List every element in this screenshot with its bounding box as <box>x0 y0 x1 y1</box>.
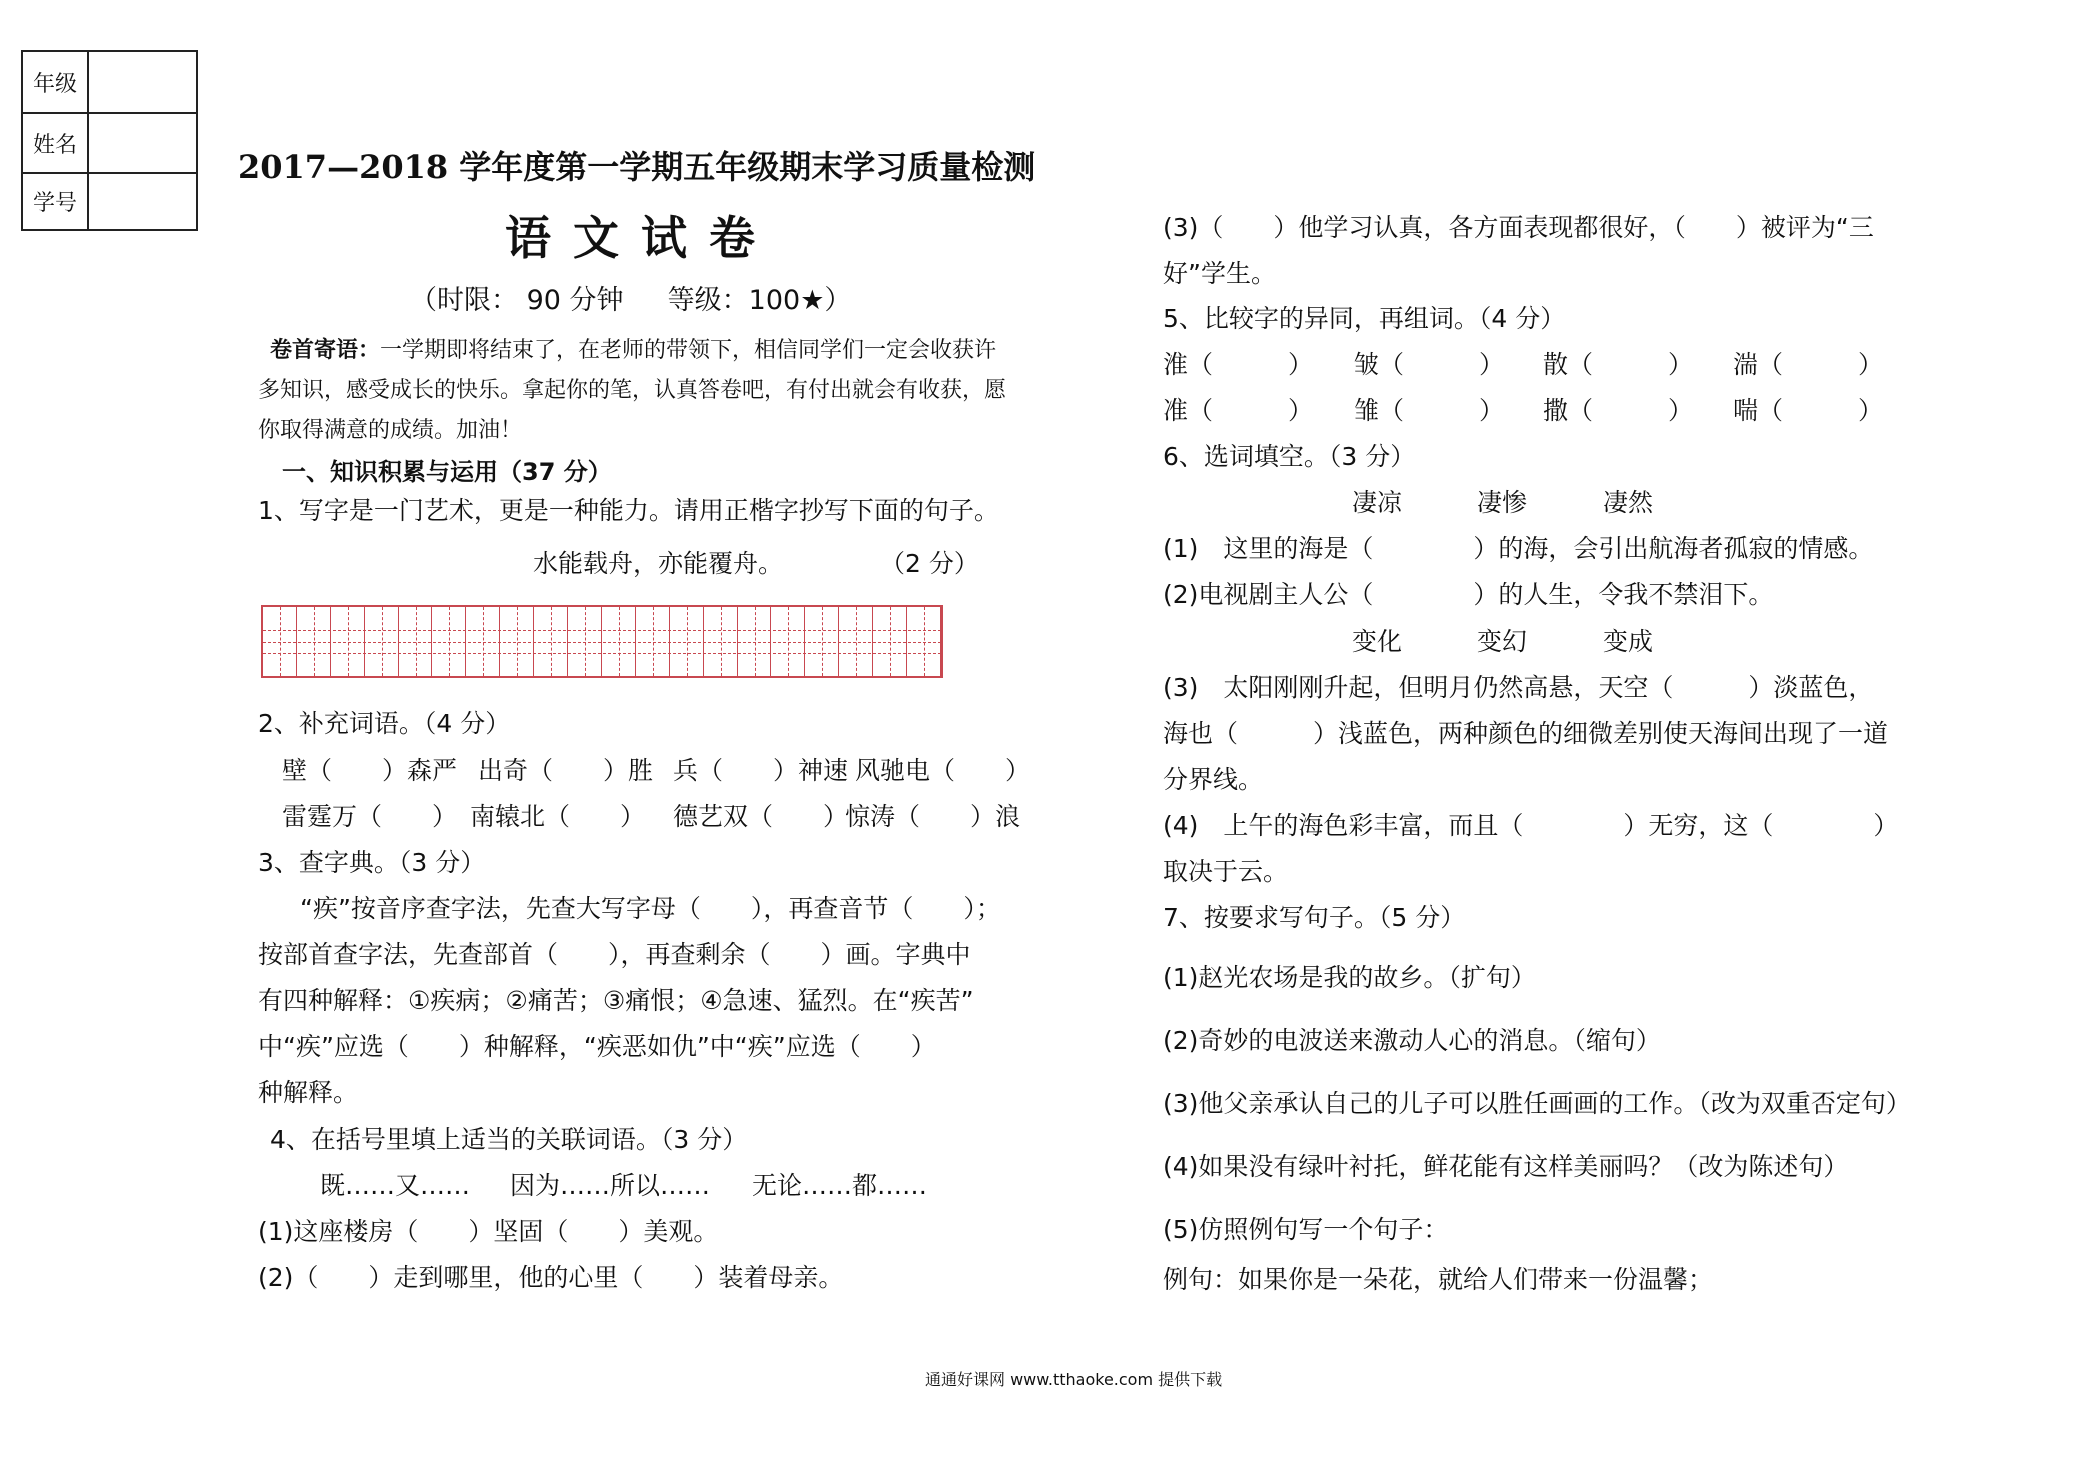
q7-item: (3)他父亲承认自己的儿子可以胜任画画的工作。（改为双重否定句） <box>1163 1089 1911 1118</box>
q4-word-option: 既……又…… <box>320 1171 471 1200</box>
q2-item: 雷霆万（ ） <box>282 802 458 831</box>
q6-item-cont: 分界线。 <box>1163 765 1264 794</box>
q7-item: (1)赵光农场是我的故乡。（扩句） <box>1163 963 1536 992</box>
preface-line-1: 卷首寄语：一学期即将结束了，在老师的带领下，相信同学们一定会收获许 <box>270 338 997 363</box>
name-row[interactable] <box>23 112 196 172</box>
q3-line: “疾”按音序查字法，先查大写字母（ ），再查音节（ ）； <box>300 894 1001 923</box>
q3-line: 按部首查字法，先查部首（ ），再查剩余（ ）画。字典中 <box>258 940 971 969</box>
preface-line-3: 你取得满意的成绩。加油！ <box>258 418 523 443</box>
exam-subtitle: 语文试卷 <box>505 211 777 265</box>
q5-item: 撒（ ） <box>1543 396 1694 425</box>
q2-item: 兵（ ）神速 <box>673 756 849 785</box>
q7-item: (2)奇妙的电波送来激动人心的消息。（缩句） <box>1163 1026 1661 1055</box>
q5-prompt: 5、比较字的异同，再组词。（4 分） <box>1163 304 1566 333</box>
q6-word-option: 凄然 <box>1603 488 1654 517</box>
grade-row[interactable] <box>23 52 196 112</box>
q4-prompt: 4、在括号里填上适当的关联词语。（3 分） <box>270 1125 748 1154</box>
q2-item: 德艺双（ ） <box>673 802 849 831</box>
q2-item: 风驰电（ ） <box>855 756 1031 785</box>
preface-label: 卷首寄语： <box>270 338 381 363</box>
q1-sentence: 水能载舟，亦能覆舟。 <box>533 549 784 578</box>
q3-line: 种解释。 <box>258 1078 359 1107</box>
time-info: （时限： 90 分钟 等级：100★） <box>410 285 852 316</box>
q4-item: (1)这座楼房（ ）坚固（ ）美观。 <box>258 1217 719 1246</box>
q7-item: (5)仿照例句写一个句子： <box>1163 1215 1449 1244</box>
q5-item: 喘（ ） <box>1733 396 1884 425</box>
grid-guide <box>263 630 941 631</box>
id-label: 学号 <box>23 174 89 229</box>
q6-item: (1) 这里的海是（ ）的海，会引出航海者孤寂的情感。 <box>1163 534 1874 563</box>
grade-label: 年级 <box>23 52 89 112</box>
q6-item: (3) 太阳刚刚升起，但明月仍然高悬，天空（ ）淡蓝色， <box>1163 673 1874 702</box>
id-row[interactable] <box>23 172 196 229</box>
q6-item-cont: 取决于云。 <box>1163 857 1289 886</box>
section-1-heading: 一、知识积累与运用（37 分） <box>282 458 612 486</box>
q4-word-option: 因为……所以…… <box>510 1171 711 1200</box>
name-label: 姓名 <box>23 114 89 172</box>
q4-item: (3)（ ）他学习认真，各方面表现都很好，（ ）被评为“三 <box>1163 213 1874 242</box>
q6-word-option: 变化 <box>1352 627 1403 656</box>
q6-item: (2)电视剧主人公（ ）的人生，令我不禁泪下。 <box>1163 580 1774 609</box>
q1-score: （2 分） <box>880 549 979 578</box>
q7-prompt: 7、按要求写句子。（5 分） <box>1163 903 1466 932</box>
q1-prompt: 1、写字是一门艺术，更是一种能力。请用正楷字抄写下面的句子。 <box>258 496 999 525</box>
q7-item: (4)如果没有绿叶衬托，鲜花能有这样美丽吗？（改为陈述句） <box>1163 1152 1849 1181</box>
q2-item: 出奇（ ）胜 <box>478 756 654 785</box>
writing-grid[interactable] <box>261 605 943 678</box>
q3-line: 有四种解释：①疾病；②痛苦；③痛恨；④急速、猛烈。在“疾苦” <box>258 986 974 1015</box>
q6-word-option: 凄凉 <box>1352 488 1403 517</box>
q7-example: 例句：如果你是一朵花，就给人们带来一份温馨； <box>1163 1265 1714 1294</box>
q5-item: 淮（ ） <box>1163 350 1314 379</box>
exam-title: 2017—2018 学年度第一学期五年级期末学习质量检测 <box>238 148 1036 186</box>
q4-item: (2)（ ）走到哪里，他的心里（ ）装着母亲。 <box>258 1263 844 1292</box>
q6-word-option: 变幻 <box>1477 627 1528 656</box>
q6-word-option: 凄惨 <box>1477 488 1528 517</box>
q2-prompt: 2、补充词语。（4 分） <box>258 709 511 738</box>
grid-guide <box>263 642 941 643</box>
footer-source: 通通好课网 www.tthaoke.com 提供下载 <box>925 1370 1223 1389</box>
q5-item: 准（ ） <box>1163 396 1314 425</box>
q3-line: 中“疾”应选（ ）种解释，“疾恶如仇”中“疾”应选（ ） <box>258 1032 936 1061</box>
q5-item: 雏（ ） <box>1354 396 1505 425</box>
q5-item: 散（ ） <box>1543 350 1694 379</box>
grid-guide <box>263 653 941 654</box>
q6-item: (4) 上午的海色彩丰富，而且（ ）无穷，这（ ） <box>1163 811 1899 840</box>
q6-prompt: 6、选词填空。（3 分） <box>1163 442 1416 471</box>
q6-item-cont: 海也（ ）浅蓝色，两种颜色的细微差别使天海间出现了一道 <box>1163 719 1889 748</box>
q4-item-cont: 好”学生。 <box>1163 259 1276 288</box>
preface-line-2: 多知识，感受成长的快乐。拿起你的笔，认真答卷吧，有付出就会有收获，愿 <box>258 378 1007 403</box>
q4-word-option: 无论……都…… <box>752 1171 928 1200</box>
q2-item: 惊涛（ ）浪 <box>845 802 1021 831</box>
q5-item: 皱（ ） <box>1354 350 1505 379</box>
q2-item: 南辕北（ ） <box>470 802 646 831</box>
q5-item: 湍（ ） <box>1733 350 1884 379</box>
q3-prompt: 3、查字典。（3 分） <box>258 848 486 877</box>
student-info-box <box>21 50 198 231</box>
q6-word-option: 变成 <box>1603 627 1654 656</box>
q2-item: 壁（ ）森严 <box>282 756 458 785</box>
